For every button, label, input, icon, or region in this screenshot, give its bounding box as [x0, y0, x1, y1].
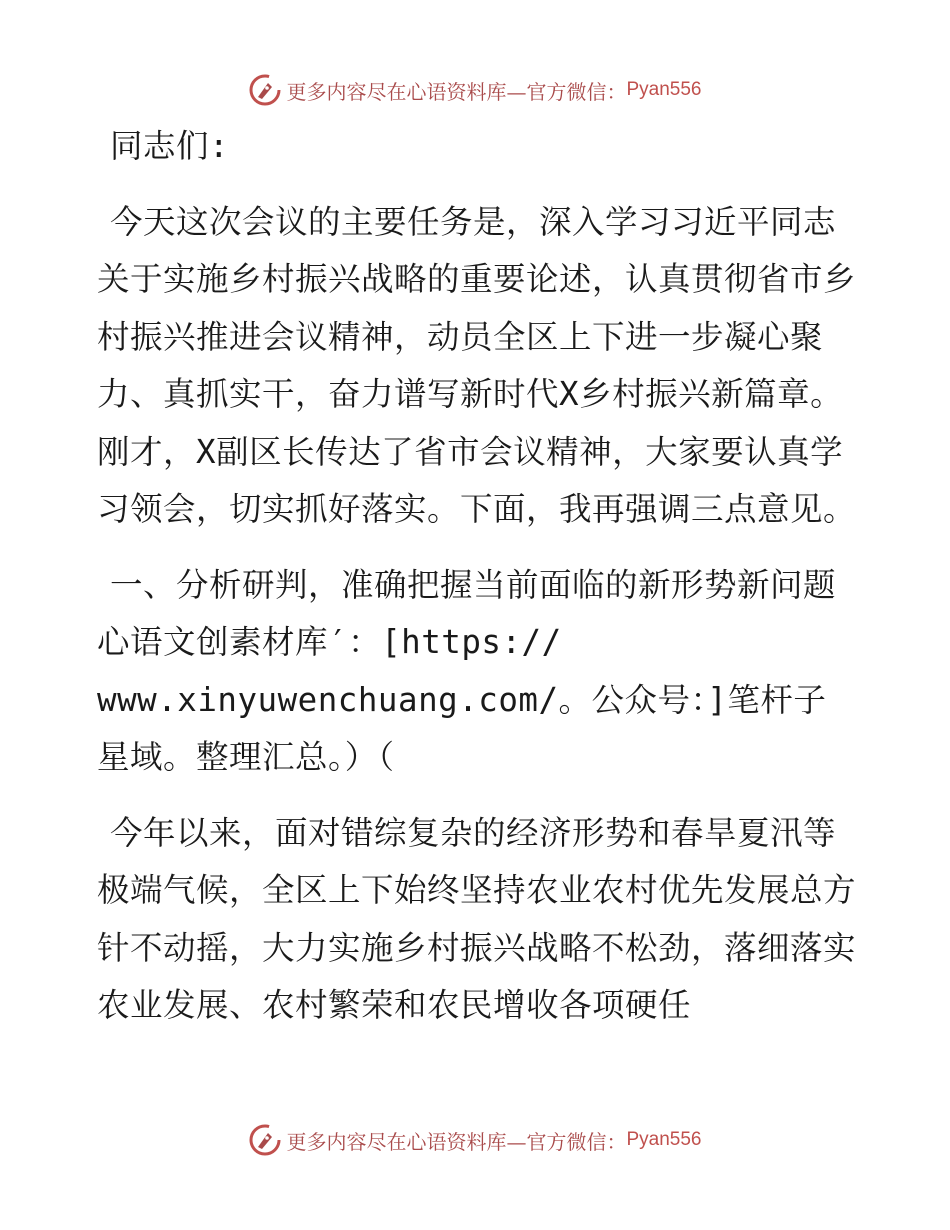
- pen-nib-logo-icon: [248, 73, 282, 107]
- section-heading-1: 一、分析研判，准确把握当前面临的新形势新问题心语文创素材库′：[https:// www.xinyuwenchuang.com/。公众号：]笔杆子星域。整理汇总。）（: [97, 565, 837, 776]
- footer-watermark: [0, 1120, 950, 1160]
- paragraph-situation: 今年以来，面对错综复杂的经济形势和春旱夏汛等极端气候，全区上下始终坚持农业农村优先发展总方针不动摇，大力实施乡村振兴战略不松劲，落细落实农业发展、农村繁荣和农民增收各项硬任: [97, 813, 857, 1024]
- header-watermark: [0, 70, 950, 110]
- watermark-text: 更多内容尽在心语资料库—官方微信：: [286, 1129, 627, 1154]
- document-body: [97, 118, 857, 1053]
- paragraph-intro: 今天这次会议的主要任务是，深入学习习近平同志关于实施乡村振兴战略的重要论述，认真贯彻省市乡村振兴推进会议精神，动员全区上下进一步凝心聚力、真抓实干，奋力谱写新时代X乡村振兴新篇章。刚才，X副区长传达了省市会议精神，大家要认真学习领会，切实抓好落实。下面，我再强调三点意见。: [97, 202, 857, 528]
- watermark-handle: Pyan556: [626, 79, 702, 100]
- watermark-text: 更多内容尽在心语资料库—官方微信：: [286, 79, 627, 104]
- salutation: 同志们:: [110, 127, 230, 165]
- watermark-handle: Pyan556: [626, 1129, 702, 1150]
- pen-nib-logo-icon: [248, 1123, 282, 1157]
